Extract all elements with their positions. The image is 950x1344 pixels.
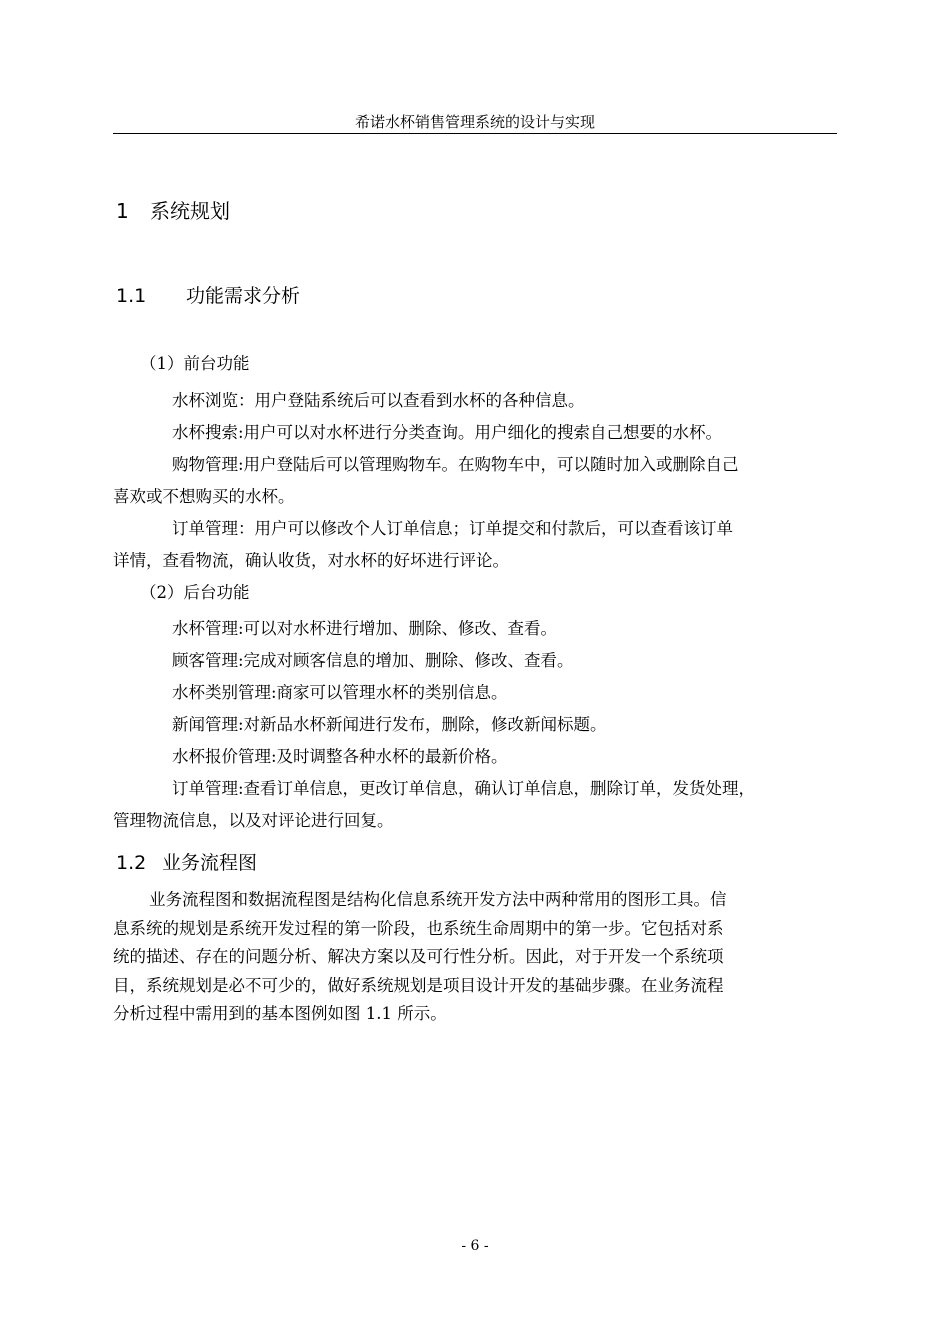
section-1-2-heading: [116, 850, 257, 876]
frontend-item-search: 水杯搜索:用户可以对水杯进行分类查询。用户细化的搜索自己想要的水杯。: [172, 423, 723, 442]
backend-item-customers: 顾客管理:完成对顾客信息的增加、删除、修改、查看。: [172, 651, 574, 670]
section-1-1-heading: [116, 283, 300, 309]
backend-item-cups: 水杯管理:可以对水杯进行增加、删除、修改、查看。: [172, 619, 558, 638]
frontend-item-cart: 购物管理:用户登陆后可以管理购物车。在购物车中，可以随时加入或删除自己: [172, 455, 739, 474]
section-1-heading: [116, 197, 230, 225]
paragraph-line: 目，系统规划是必不可少的，做好系统规划是项目设计开发的基础步骤。在业务流程: [113, 975, 724, 995]
paragraph-line: 息系统的规划是系统开发过程的第一阶段，也系统生命周期中的第一步。它包括对系: [113, 918, 724, 938]
backend-item-pricing: 水杯报价管理:及时调整各种水杯的最新价格。: [172, 747, 508, 766]
section-1-number: 1: [116, 199, 129, 223]
section-1-2-number: 1.2: [116, 852, 147, 874]
paragraph-line: 业务流程图和数据流程图是结构化信息系统开发方法中两种常用的图形工具。信: [149, 890, 727, 909]
section-1-1-number: 1.1: [116, 285, 147, 307]
header-rule: [113, 133, 837, 134]
section-1-title: 系统规划: [150, 199, 230, 223]
backend-item-orders-cont: 管理物流信息，以及对评论进行回复。: [113, 811, 394, 830]
frontend-heading: （1）前台功能: [140, 354, 250, 373]
running-header: 希诺水杯销售管理系统的设计与实现: [354, 113, 595, 131]
backend-item-categories: 水杯类别管理:商家可以管理水杯的类别信息。: [172, 683, 508, 702]
paragraph-line: 统的描述、存在的问题分析、解决方案以及可行性分析。因此，对于开发一个系统项: [113, 947, 724, 966]
frontend-item-browse: 水杯浏览：用户登陆系统后可以查看到水杯的各种信息。: [172, 391, 585, 410]
backend-heading: （2）后台功能: [140, 583, 250, 602]
page-number: - 6 -: [461, 1238, 489, 1254]
frontend-item-cart-cont: 喜欢或不想购买的水杯。: [113, 487, 295, 506]
paragraph-line: 分析过程中需用到的基本图例如图 1.1 所示。: [113, 1004, 447, 1023]
frontend-item-order-cont: 详情，查看物流，确认收货，对水杯的好坏进行评论。: [113, 551, 509, 570]
backend-item-news: 新闻管理:对新品水杯新闻进行发布，删除，修改新闻标题。: [172, 715, 607, 734]
frontend-item-order: 订单管理：用户可以修改个人订单信息；订单提交和付款后，可以查看该订单: [172, 519, 733, 538]
section-1-2-paragraph: [113, 886, 837, 1029]
section-1-1-title: 功能需求分析: [186, 285, 301, 307]
backend-item-orders: 订单管理:查看订单信息，更改订单信息，确认订单信息，删除订单，发货处理，: [172, 779, 756, 798]
section-1-2-title: 业务流程图: [162, 852, 258, 874]
